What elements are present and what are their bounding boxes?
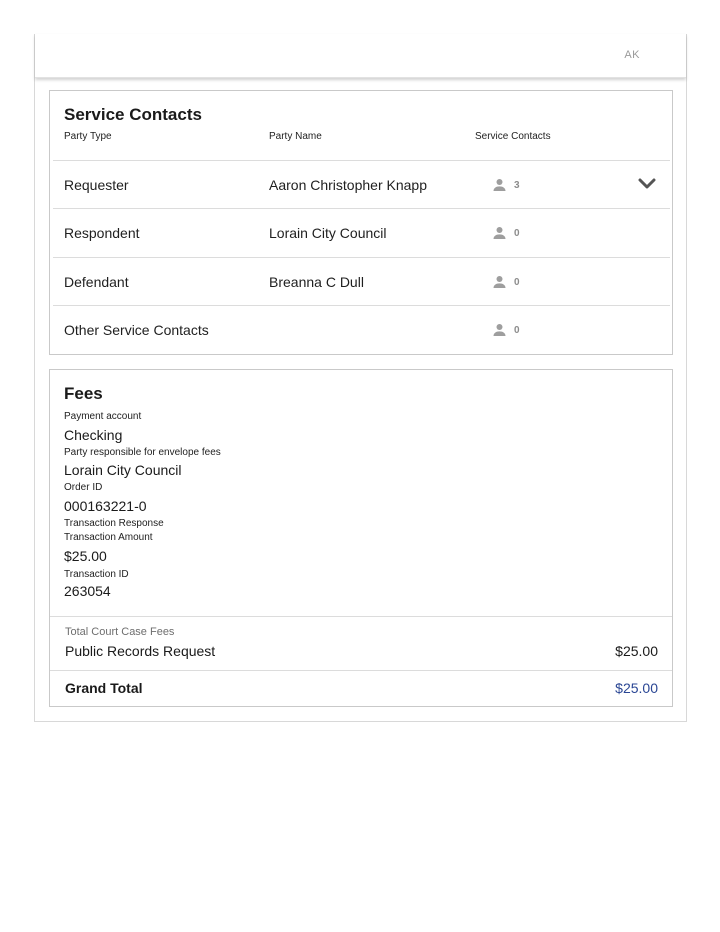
top-app-bar: [35, 34, 686, 78]
column-header-party-name: Party Name: [269, 131, 322, 142]
payment-account-value: Checking: [64, 427, 123, 443]
service-contact-row-other[interactable]: [53, 305, 670, 353]
service-contact-row-defendant[interactable]: [53, 257, 670, 305]
total-court-case-fees-label: Total Court Case Fees: [65, 626, 175, 638]
service-contact-row-requester[interactable]: [53, 160, 670, 208]
party-name: Breanna C Dull: [269, 274, 364, 290]
chevron-down-icon[interactable]: [638, 177, 656, 191]
transaction-response-label: Transaction Response: [64, 518, 164, 529]
party-type: Respondent: [64, 225, 140, 241]
divider: [50, 616, 672, 617]
transaction-id-label: Transaction ID: [64, 569, 129, 580]
transaction-amount-value: $25.00: [64, 548, 107, 564]
service-contact-row-respondent[interactable]: [53, 208, 670, 256]
fees-card: [49, 369, 673, 707]
party-name: Lorain City Council: [269, 225, 387, 241]
contact-count: 3: [514, 179, 520, 191]
party-type: Other Service Contacts: [64, 322, 209, 338]
line-item-name: Public Records Request: [65, 643, 216, 659]
party-name: Aaron Christopher Knapp: [269, 177, 427, 193]
transaction-id-value: 263054: [64, 583, 111, 599]
user-avatar[interactable]: AK: [624, 49, 640, 61]
party-responsible-label: Party responsible for envelope fees: [64, 447, 221, 458]
contact-count: 0: [514, 227, 520, 239]
fees-title: Fees: [64, 384, 103, 403]
grand-total-amount: $25.00: [615, 680, 658, 696]
person-icon: [491, 322, 508, 338]
party-type: Requester: [64, 177, 129, 193]
service-contacts-count: [491, 177, 520, 193]
payment-account-label: Payment account: [64, 411, 142, 422]
order-id-label: Order ID: [64, 482, 103, 493]
grand-total-label: Grand Total: [65, 680, 143, 696]
contact-count: 0: [514, 324, 520, 336]
line-item-amount: $25.00: [615, 643, 658, 659]
service-contacts-title: Service Contacts: [64, 105, 202, 124]
party-responsible-value: Lorain City Council: [64, 462, 182, 478]
service-contacts-card: [49, 90, 673, 355]
column-header-party-type: Party Type: [64, 131, 112, 142]
column-header-service-contacts: Service Contacts: [475, 131, 551, 142]
transaction-amount-label: Transaction Amount: [64, 532, 153, 543]
service-contacts-count: [491, 274, 520, 290]
contact-count: 0: [514, 276, 520, 288]
order-id-value: 000163221-0: [64, 498, 147, 514]
service-contacts-count: [491, 322, 520, 338]
page-frame: [34, 34, 687, 722]
service-contacts-count: [491, 225, 520, 241]
party-type: Defendant: [64, 274, 129, 290]
divider: [50, 670, 672, 671]
person-icon: [491, 177, 508, 193]
person-icon: [491, 274, 508, 290]
person-icon: [491, 225, 508, 241]
